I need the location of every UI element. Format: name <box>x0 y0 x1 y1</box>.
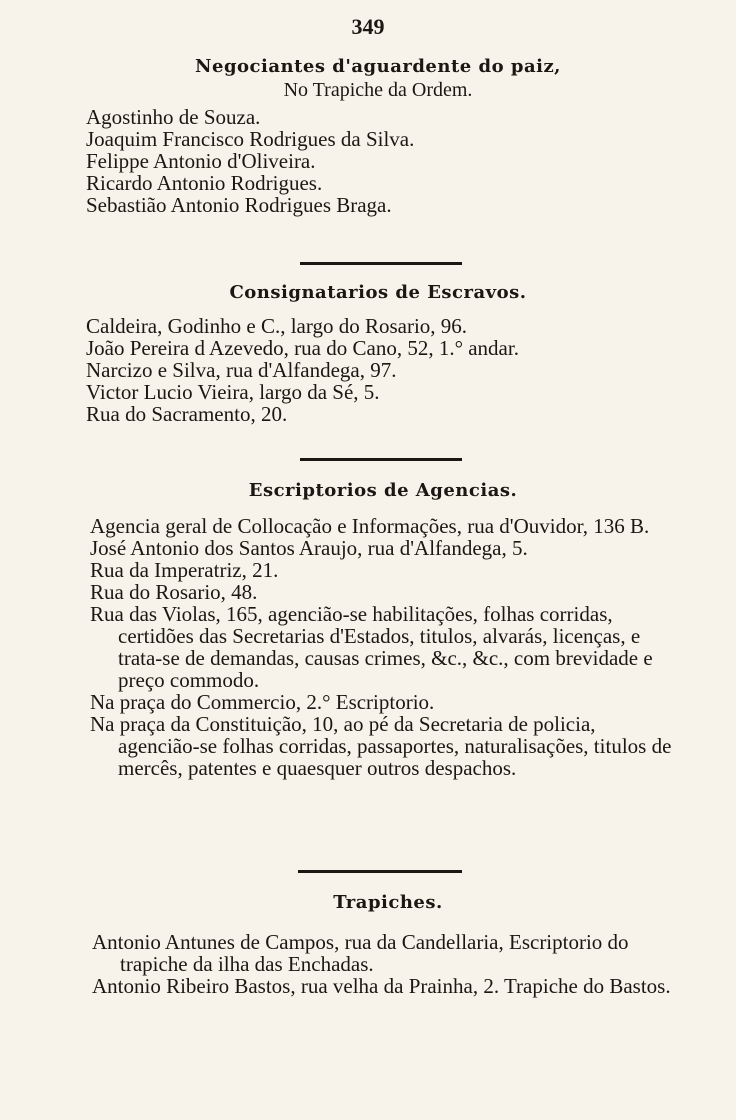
page-number: 349 <box>351 14 385 39</box>
list-item: Joaquim Francisco Rodrigues da Silva. <box>86 127 415 151</box>
list-item: José Antonio dos Santos Araujo, rua d'Alfandega, 5. <box>90 536 528 560</box>
section-divider <box>298 870 462 873</box>
list-item: Na praça do Commercio, 2.° Escriptorio. <box>90 690 435 714</box>
section-negociantes <box>0 56 736 216</box>
list-item: Antonio Ribeiro Bastos, rua velha da Prainha, 2. Trapiche do Bastos. <box>92 974 671 998</box>
entry-list <box>86 315 686 425</box>
list-item: João Pereira d Azevedo, rua do Cano, 52, 1.° andar. <box>86 336 519 360</box>
list-item: Rua do Sacramento, 20. <box>86 402 288 426</box>
section-trapiches <box>0 892 736 997</box>
entry-list <box>86 106 686 216</box>
list-item: Ricardo Antonio Rodrigues. <box>86 171 323 195</box>
list-item: Caldeira, Godinho e C., largo do Rosario, 96. <box>86 314 468 338</box>
list-item: Na praça da Constituição, 10, ao pé da Secretaria de policia, agencião-se folhas corridas, passaportes, naturalisações, titulos de mercês, patentes e quaesquer outros despachos. <box>90 712 672 780</box>
list-item: Agencia geral de Collocação e Informações, rua d'Ouvidor, 136 B. <box>90 514 650 538</box>
section-title: Trapiches. <box>333 892 443 913</box>
list-item: Victor Lucio Vieira, largo da Sé, 5. <box>86 380 380 404</box>
section-divider <box>300 262 462 265</box>
section-title: Escriptorios de Agencias. <box>248 480 518 501</box>
list-item: Antonio Antunes de Campos, rua da Candellaria, Escriptorio do trapiche da ilha das Enchadas. <box>92 930 629 976</box>
list-item: Agostinho de Souza. <box>86 105 261 129</box>
entry-list <box>92 931 682 997</box>
section-subtitle: No Trapiche da Ordem. <box>283 79 473 101</box>
entry-list <box>90 515 680 779</box>
section-consignatarios <box>0 282 736 425</box>
section-divider <box>300 458 462 461</box>
section-title: Consignatarios de Escravos. <box>229 282 527 303</box>
section-escriptorios <box>0 480 736 779</box>
section-title: Negociantes d'aguardente do paiz, <box>195 56 561 77</box>
list-item: Felippe Antonio d'Oliveira. <box>86 149 316 173</box>
list-item: Narcizo e Silva, rua d'Alfandega, 97. <box>86 358 397 382</box>
list-item: Rua da Imperatriz, 21. <box>90 558 279 582</box>
list-item: Rua do Rosario, 48. <box>90 580 258 604</box>
list-item: Sebastião Antonio Rodrigues Braga. <box>86 193 392 217</box>
list-item: Rua das Violas, 165, agencião-se habilitações, folhas corridas, certidões das Secretarias d'Estados, titulos, alvarás, licenças, e trata-se de demandas, causas crimes, &c., &c., com brevidade e preço commodo. <box>90 602 653 692</box>
